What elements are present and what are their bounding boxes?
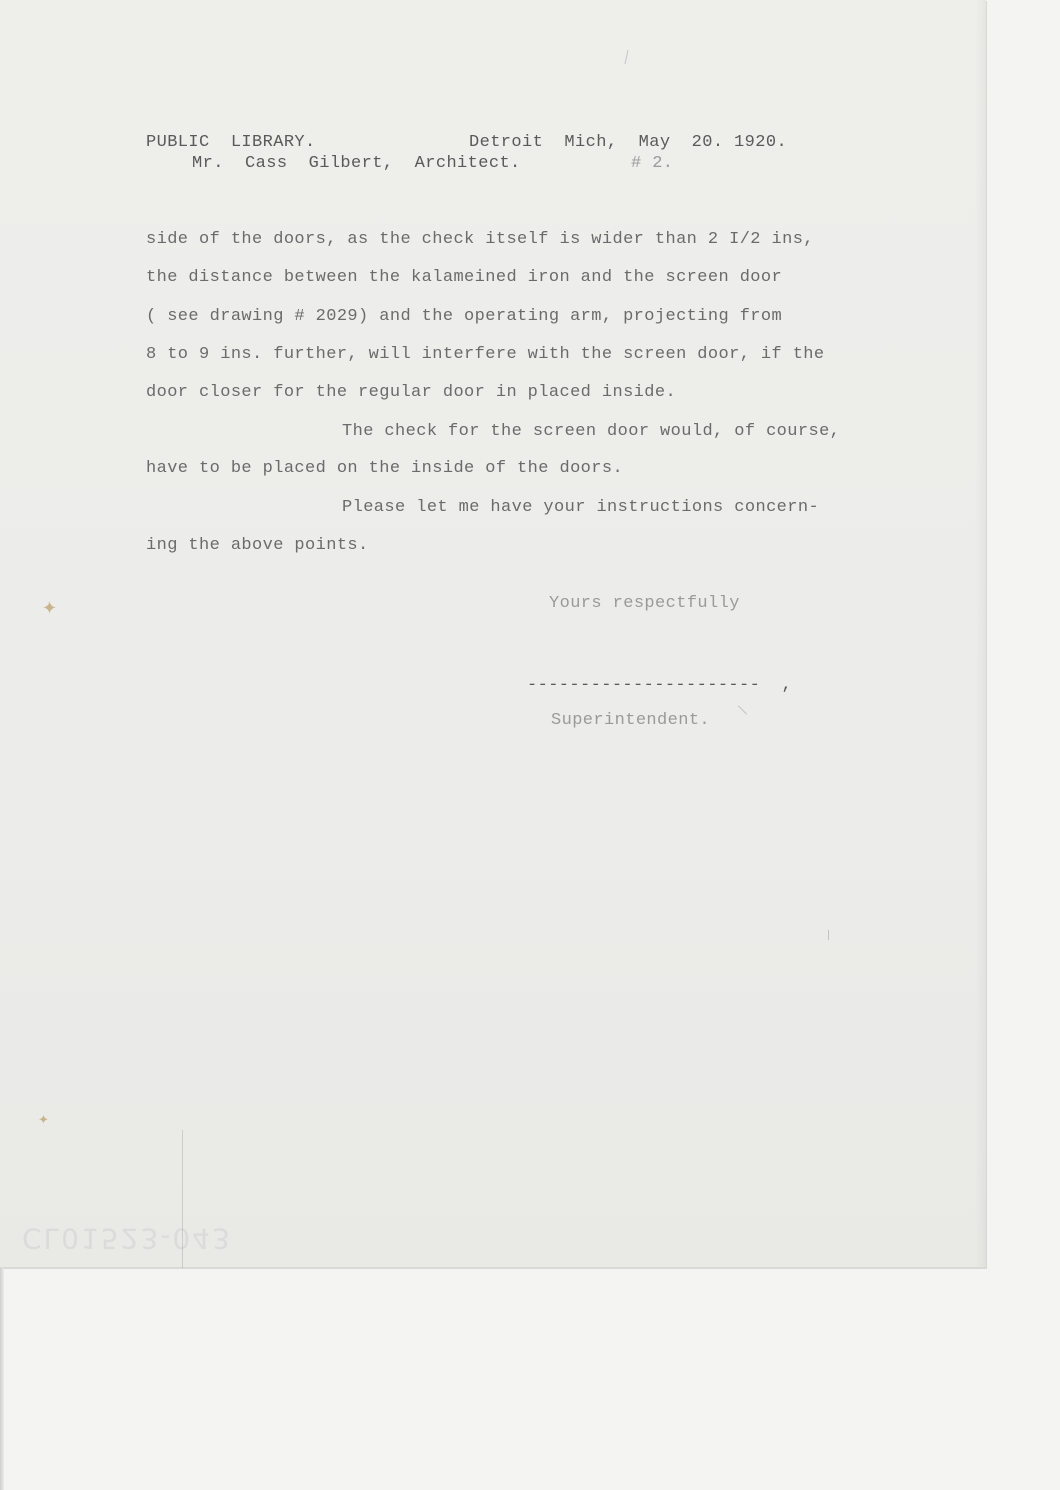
- pin-hole-mark: ✦: [42, 598, 58, 619]
- scan-edge-strip: [0, 1268, 4, 1490]
- header-addressee-name: Mr. Cass Gilbert, Architect.: [192, 154, 521, 173]
- body-line: Please let me have your instructions concern-: [342, 498, 820, 517]
- body-line: the distance between the kalameined iron and the screen door: [146, 268, 783, 287]
- body-line: have to be placed on the inside of the doors.: [146, 459, 624, 478]
- paper-speck: [738, 705, 747, 714]
- archive-number-bleedthrough: CL01523-043: [22, 1222, 232, 1255]
- page-bottom-edge: [0, 1267, 986, 1269]
- signature-line: ---------------------- ,: [527, 676, 793, 695]
- header-addressee-org: PUBLIC LIBRARY.: [146, 133, 316, 152]
- closing-salutation: Yours respectfully: [549, 594, 740, 613]
- header-place-date: Detroit Mich, May 20. 1920.: [469, 133, 788, 152]
- body-line: ( see drawing # 2029) and the operating arm, projecting from: [146, 307, 783, 326]
- body-line: The check for the screen door would, of course,: [342, 422, 841, 441]
- paper-speck: [828, 930, 829, 940]
- signer-title: Superintendent.: [551, 711, 711, 730]
- body-line: ing the above points.: [146, 536, 369, 555]
- header-page-number: # 2.: [631, 154, 674, 173]
- body-line: 8 to 9 ins. further, will interfere with the screen door, if the: [146, 345, 825, 364]
- body-line: door closer for the regular door in placed inside.: [146, 383, 677, 402]
- paper-speck: [625, 50, 629, 64]
- pin-hole-mark: ✦: [38, 1113, 49, 1128]
- page-edge-shadow: [975, 0, 986, 1268]
- body-line: side of the doors, as the check itself is wider than 2 I/2 ins,: [146, 230, 814, 249]
